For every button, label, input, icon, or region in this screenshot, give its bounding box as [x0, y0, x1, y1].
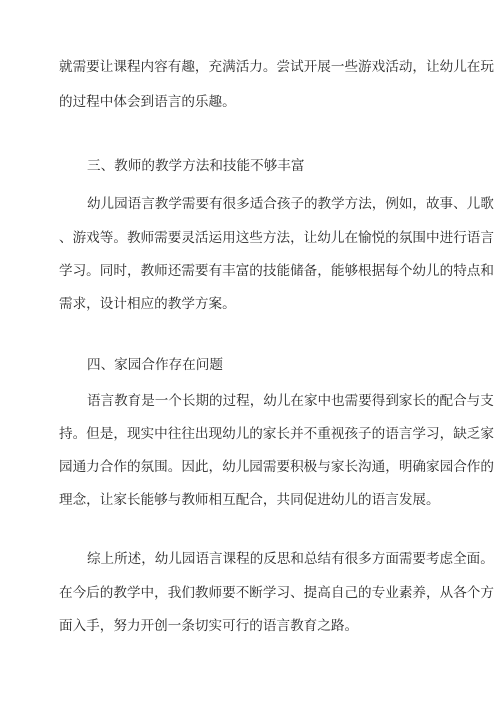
- section-heading: 四、家园合作存在问题: [87, 357, 223, 373]
- body-text-line: 理念，让家长能够与教师相互配合，共同促进幼儿的语言发展。: [59, 492, 440, 508]
- body-text-line: 语言教育是一个长期的过程，幼儿在家中也需要得到家长的配合与支: [87, 393, 494, 409]
- body-text-line: 的过程中体会到语言的乐趣。: [59, 94, 236, 110]
- body-text-line: 持。但是，现实中往往出现幼儿的家长并不重视孩子的语言学习，缺乏家: [59, 426, 494, 442]
- body-text-line: 、游戏等。教师需要灵活运用这些方法，让幼儿在愉悦的氛围中进行语言: [59, 230, 494, 246]
- body-text-line: 学习。同时，教师还需要有丰富的技能储备，能够根据每个幼儿的特点和: [59, 263, 494, 279]
- body-text-line: 面入手，努力开创一条切实可行的语言教育之路。: [59, 618, 359, 634]
- body-text-line: 在今后的教学中，我们教师要不断学习、提高自己的专业素养，从各个方: [59, 585, 494, 601]
- section-heading: 三、教师的教学方法和技能不够丰富: [87, 158, 305, 174]
- body-text-line: 园通力合作的氛围。因此，幼儿园需要积极与家长沟通，明确家园合作的: [59, 459, 494, 475]
- body-text-line: 就需要让课程内容有趣，充满活力。尝试开展一些游戏活动，让幼儿在玩: [59, 59, 494, 75]
- body-text-line: 需求，设计相应的教学方案。: [59, 296, 236, 312]
- body-text-line: 综上所述，幼儿园语言课程的反思和总结有很多方面需要考虑全面。: [87, 551, 494, 567]
- body-text-line: 幼儿园语言教学需要有很多适合孩子的教学方法，例如，故事、儿歌: [87, 196, 494, 212]
